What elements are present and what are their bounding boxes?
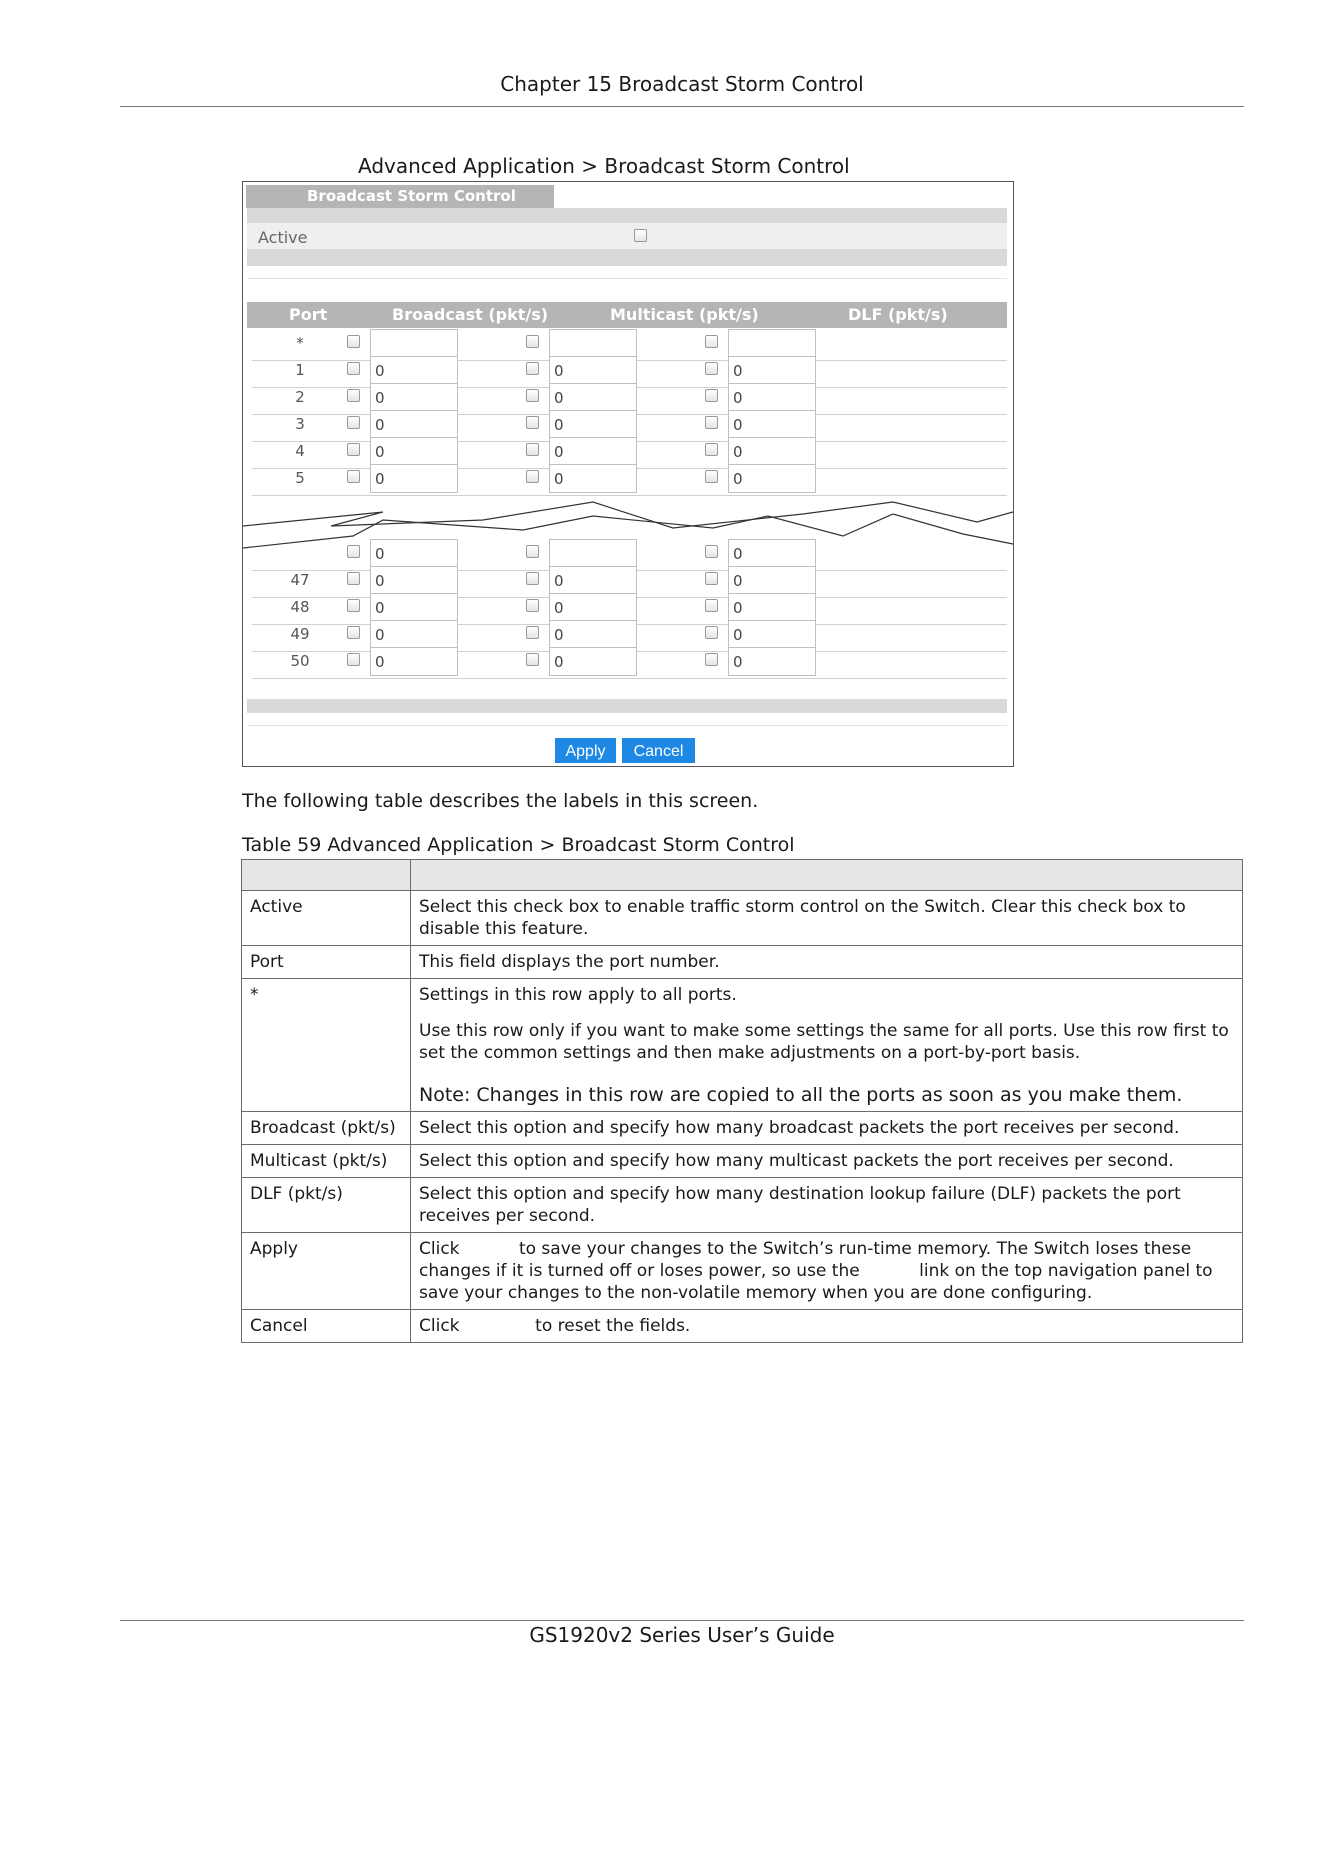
- multicast-checkbox[interactable]: [526, 470, 539, 483]
- description-text: Select this option and specify how many multicast packets the port receives per second.: [419, 1151, 1174, 1171]
- label-cell: DLF (pkt/s): [242, 1178, 411, 1233]
- dlf-input[interactable]: [728, 329, 816, 358]
- description-cell: [411, 891, 1243, 946]
- broadcast-checkbox[interactable]: [347, 416, 360, 429]
- torn-break: [243, 500, 1013, 572]
- description-text: Click to save your changes to the Switch’s run-time memory. The Switch loses these changes if it is turned off or loses power, so use the link on the top navigation panel to save your changes to the non-volatile memory when you are done configuring.: [419, 1239, 1218, 1303]
- active-band: [247, 249, 1007, 266]
- broadcast-input[interactable]: [370, 329, 458, 358]
- dlf-checkbox[interactable]: [705, 362, 718, 375]
- description-cell: [411, 1178, 1243, 1233]
- dlf-checkbox[interactable]: [705, 599, 718, 612]
- page-footer: GS1920v2 Series User’s Guide: [529, 1623, 835, 1647]
- note-text: Note: Changes in this row are copied to all the ports as soon as you make them.: [419, 1084, 1183, 1106]
- multicast-checkbox[interactable]: [526, 416, 539, 429]
- multicast-checkbox[interactable]: [526, 653, 539, 666]
- label-description-table: [241, 859, 1243, 1343]
- dlf-input[interactable]: 0: [728, 437, 816, 466]
- description-cell: [411, 979, 1243, 1112]
- broadcast-input[interactable]: 0: [370, 356, 458, 385]
- dlf-input[interactable]: 0: [728, 464, 816, 493]
- dlf-checkbox[interactable]: [705, 470, 718, 483]
- broadcast-input[interactable]: 0: [370, 410, 458, 439]
- multicast-checkbox[interactable]: [526, 335, 539, 348]
- dlf-input[interactable]: 0: [728, 410, 816, 439]
- port-label: 50: [290, 652, 310, 670]
- table-caption: Table 59 Advanced Application > Broadcast Storm Control: [242, 834, 795, 856]
- label-cell: Apply: [242, 1233, 411, 1310]
- label-cell: *: [242, 979, 411, 1112]
- table-row: [242, 1233, 1243, 1310]
- label-cell: Cancel: [242, 1310, 411, 1343]
- table-row: [242, 979, 1243, 1112]
- dlf-checkbox[interactable]: [705, 653, 718, 666]
- column-port: Port: [289, 305, 328, 324]
- port-label: 4: [295, 442, 305, 460]
- dlf-checkbox[interactable]: [705, 626, 718, 639]
- broadcast-input[interactable]: 0: [370, 539, 458, 568]
- description-cell: [411, 946, 1243, 979]
- port-label: 48: [290, 598, 310, 616]
- description-text: Select this option and specify how many broadcast packets the port receives per second.: [419, 1118, 1180, 1138]
- dlf-input[interactable]: 0: [728, 539, 816, 568]
- broadcast-checkbox[interactable]: [347, 572, 360, 585]
- broadcast-checkbox[interactable]: [347, 626, 360, 639]
- description-cell: [411, 1112, 1243, 1145]
- port-label: 1: [295, 361, 305, 379]
- multicast-checkbox[interactable]: [526, 362, 539, 375]
- broadcast-input[interactable]: 0: [370, 383, 458, 412]
- multicast-input[interactable]: 0: [549, 410, 637, 439]
- port-label: 5: [295, 469, 305, 487]
- description-text: This field displays the port number.: [419, 952, 720, 972]
- dlf-input[interactable]: 0: [728, 620, 816, 649]
- port-label: 47: [290, 571, 310, 589]
- table-row: [242, 1145, 1243, 1178]
- figure-caption: Advanced Application > Broadcast Storm Control: [358, 154, 850, 178]
- broadcast-checkbox[interactable]: [347, 653, 360, 666]
- column-broadcast: Broadcast (pkt/s): [392, 305, 549, 324]
- column-dlf: DLF (pkt/s): [848, 305, 948, 324]
- multicast-input[interactable]: 0: [549, 464, 637, 493]
- description-text: Select this option and specify how many destination lookup failure (DLF) packets the port receives per second.: [419, 1184, 1187, 1226]
- multicast-checkbox[interactable]: [526, 626, 539, 639]
- multicast-input[interactable]: 0: [549, 566, 637, 595]
- dlf-input[interactable]: 0: [728, 593, 816, 622]
- apply-button[interactable]: Apply: [555, 738, 616, 763]
- broadcast-input[interactable]: 0: [370, 620, 458, 649]
- page-header: Chapter 15 Broadcast Storm Control: [500, 72, 864, 96]
- label-cell: Multicast (pkt/s): [242, 1145, 411, 1178]
- title-band: [247, 208, 1007, 223]
- table-row: [242, 1112, 1243, 1145]
- broadcast-checkbox[interactable]: [347, 443, 360, 456]
- divider: [247, 278, 1007, 279]
- bottom-divider: [247, 725, 1007, 726]
- multicast-input[interactable]: 0: [549, 383, 637, 412]
- port-label: 3: [295, 415, 305, 433]
- port-label: *: [296, 334, 304, 352]
- header-cell-label: [242, 860, 411, 891]
- multicast-checkbox[interactable]: [526, 572, 539, 585]
- description-text: Click to reset the fields.: [419, 1316, 691, 1336]
- table-row: [242, 946, 1243, 979]
- dlf-checkbox[interactable]: [705, 572, 718, 585]
- multicast-input[interactable]: 0: [549, 647, 637, 676]
- screen-title: [304, 185, 554, 208]
- label-cell: Active: [242, 891, 411, 946]
- broadcast-input[interactable]: 0: [370, 566, 458, 595]
- dlf-input[interactable]: 0: [728, 647, 816, 676]
- dlf-input[interactable]: 0: [728, 356, 816, 385]
- multicast-checkbox[interactable]: [526, 389, 539, 402]
- active-label: Active: [258, 228, 308, 247]
- broadcast-input[interactable]: 0: [370, 464, 458, 493]
- dlf-input[interactable]: 0: [728, 566, 816, 595]
- broadcast-checkbox[interactable]: [347, 335, 360, 348]
- multicast-input[interactable]: 0: [549, 593, 637, 622]
- header-rule: [120, 106, 1244, 107]
- column-multicast: Multicast (pkt/s): [610, 305, 759, 324]
- multicast-input[interactable]: [549, 329, 637, 358]
- broadcast-checkbox[interactable]: [347, 362, 360, 375]
- dlf-checkbox[interactable]: [705, 335, 718, 348]
- broadcast-input[interactable]: 0: [370, 437, 458, 466]
- description-cell: [411, 1145, 1243, 1178]
- description-text: Select this check box to enable traffic storm control on the Switch. Clear this check box to disable this feature.: [419, 897, 1192, 939]
- dlf-checkbox[interactable]: [705, 443, 718, 456]
- table-row: [242, 1310, 1243, 1343]
- cancel-button[interactable]: Cancel: [622, 738, 695, 763]
- description-text: Use this row only if you want to make some settings the same for all ports. Use this row first to set the common settings and then make adjustments on a port-by-port basis.: [419, 1021, 1235, 1063]
- screen-title-text: Broadcast Storm Control: [307, 187, 516, 205]
- broadcast-checkbox[interactable]: [347, 599, 360, 612]
- table-row: [252, 646, 1007, 679]
- table-header-row: [242, 860, 1243, 891]
- table-row: [242, 1178, 1243, 1233]
- label-cell: Broadcast (pkt/s): [242, 1112, 411, 1145]
- description-text: Settings in this row apply to all ports.: [419, 985, 737, 1005]
- multicast-input[interactable]: 0: [549, 356, 637, 385]
- bottom-band: [247, 699, 1007, 713]
- multicast-checkbox[interactable]: [526, 443, 539, 456]
- broadcast-checkbox[interactable]: [347, 470, 360, 483]
- intro-text: The following table describes the labels in this screen.: [242, 790, 759, 812]
- broadcast-input[interactable]: 0: [370, 647, 458, 676]
- active-row: [247, 223, 1007, 249]
- label-cell: Port: [242, 946, 411, 979]
- table-row: [252, 463, 1007, 496]
- footer-rule: [120, 1620, 1244, 1621]
- multicast-input[interactable]: 0: [549, 620, 637, 649]
- dlf-input[interactable]: 0: [728, 383, 816, 412]
- port-label: 49: [290, 625, 310, 643]
- table-row: [242, 891, 1243, 946]
- description-cell: [411, 1233, 1243, 1310]
- description-cell: [411, 1310, 1243, 1343]
- dlf-checkbox[interactable]: [705, 389, 718, 402]
- multicast-input[interactable]: 0: [549, 437, 637, 466]
- multicast-checkbox[interactable]: [526, 599, 539, 612]
- dlf-checkbox[interactable]: [705, 416, 718, 429]
- header-cell-description: [411, 860, 1243, 891]
- active-checkbox[interactable]: [634, 229, 647, 242]
- port-label: 2: [295, 388, 305, 406]
- broadcast-checkbox[interactable]: [347, 389, 360, 402]
- broadcast-input[interactable]: 0: [370, 593, 458, 622]
